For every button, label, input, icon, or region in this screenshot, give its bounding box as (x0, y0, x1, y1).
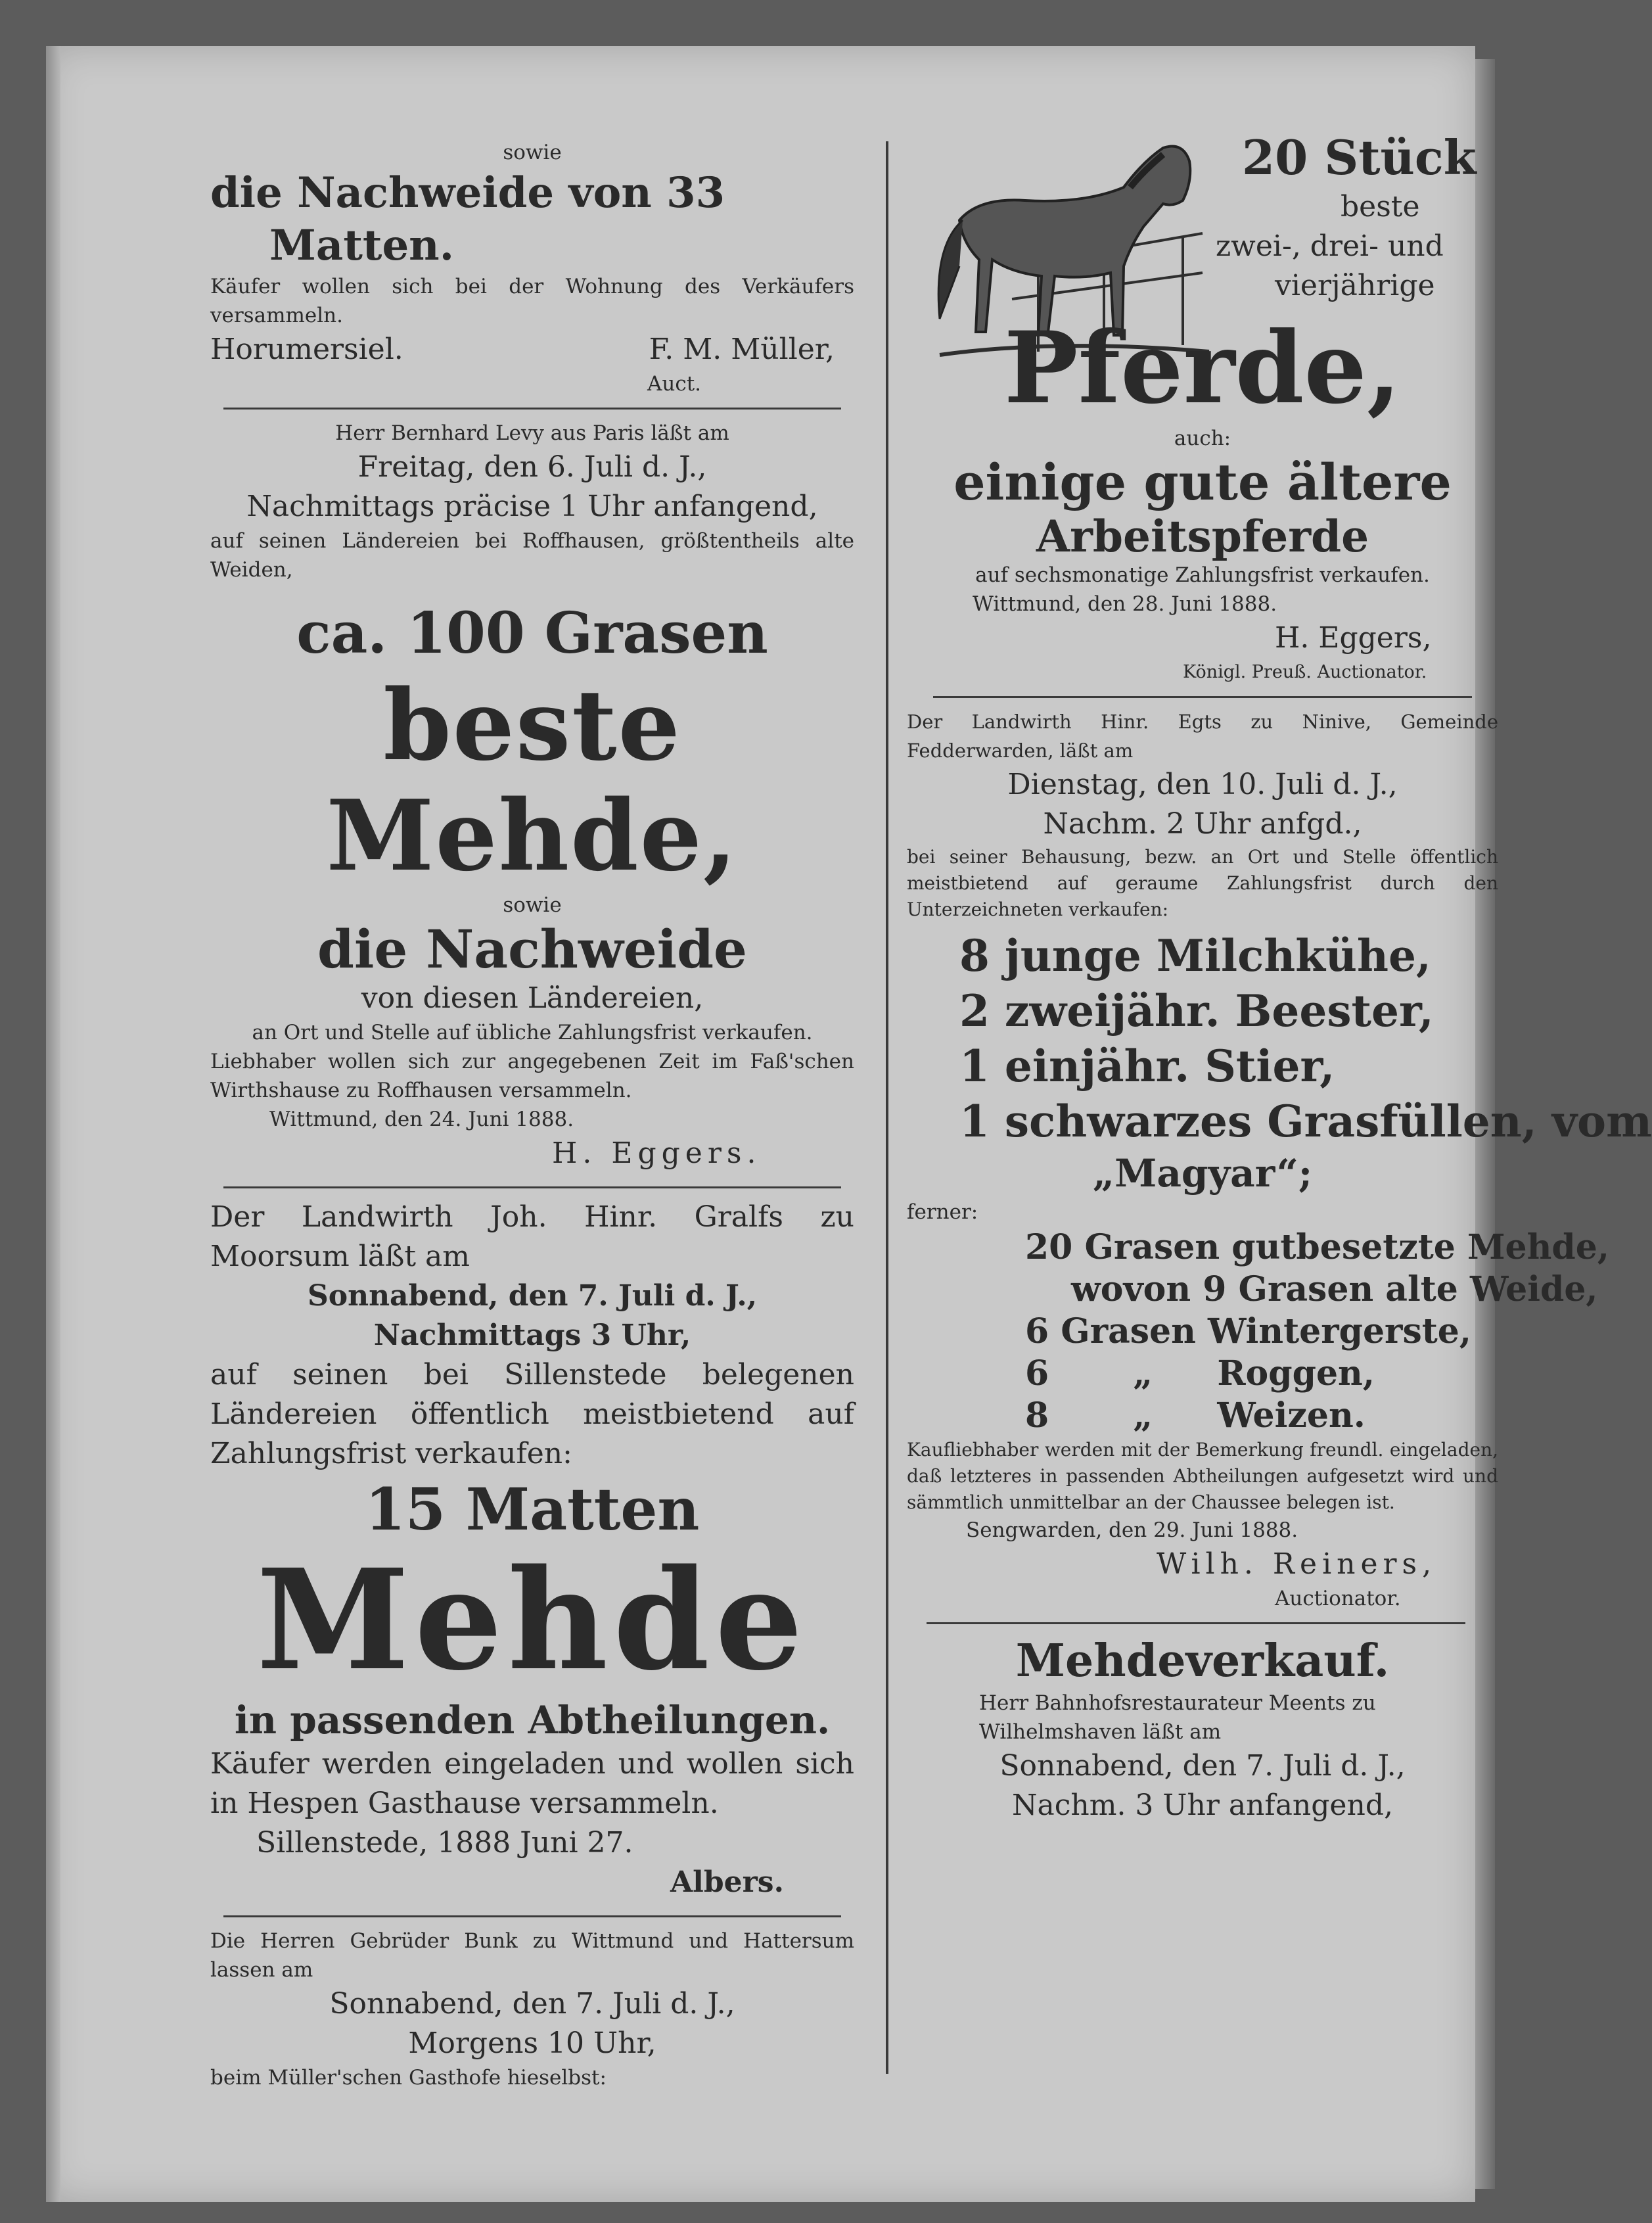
ad-signature-row (210, 330, 854, 369)
ad-headline: 15 Matten (365, 1475, 700, 1543)
ad-intro: Herr Bernhard Levy aus Paris läßt am (335, 421, 729, 445)
ad-headline: Matten. (269, 221, 454, 270)
ad-headline: die Nachweide von 33 (210, 168, 725, 218)
list-item-label: Weizen. (1217, 1395, 1365, 1436)
ad-subheadline: in passenden Abtheilungen. (234, 1698, 831, 1743)
ad-levy (210, 419, 854, 1173)
list-item-number: 8 (1025, 1395, 1049, 1436)
ad-text: von diesen Ländereien, (361, 981, 704, 1015)
list-item: wovon 9 Grasen alte Weide, (1071, 1269, 1598, 1309)
ad-time: Nachmittags 3 Uhr, (373, 1319, 691, 1352)
list-item (1025, 1395, 1498, 1437)
ad-headline-large: Mehde (256, 1539, 808, 1701)
ad-text: ferner: (907, 1200, 978, 1224)
right-column (907, 128, 1652, 1825)
ad-gralfs (210, 1198, 854, 1902)
ad-signature: F. M. Müller, (649, 333, 835, 366)
ad-text: auch: (1174, 427, 1231, 450)
ad-meents (907, 1633, 1498, 1825)
ad-dateline: Wittmund, den 28. Juni 1888. (973, 592, 1277, 616)
ad-intro: Die Herren Gebrüder Bunk zu Wittmund und Hattersum lassen am (210, 1929, 854, 1982)
ad-separator (223, 408, 841, 410)
ad-title: Königl. Preuß. Auctionator. (1183, 662, 1427, 682)
ad-separator (223, 1186, 841, 1188)
list-item: 8 junge Milchkühe, (959, 930, 1431, 981)
list-item: 20 Grasen gutbesetzte Mehde, (1025, 1227, 1609, 1267)
ad-time: Nachm. 3 Uhr anfangend, (1012, 1789, 1393, 1822)
ad-headline: ca. 100 Grasen (296, 600, 768, 667)
ad-separator (933, 696, 1472, 698)
left-column (210, 138, 854, 2092)
list-item: 2 zweijähr. Beester, (959, 985, 1434, 1037)
ad-title: Auct. (647, 372, 702, 396)
ditto-mark: „ (1133, 1353, 1153, 1393)
ad-date: Sonnabend, den 7. Juli d. J., (307, 1279, 758, 1313)
ad-time: Morgens 10 Uhr, (408, 2026, 656, 2060)
ad-dateline: Sengwarden, den 29. Juni 1888. (966, 1518, 1298, 1542)
ad-dateline: Wittmund, den 24. Juni 1888. (269, 1108, 574, 1131)
ad-title: Auctionator. (1275, 1587, 1401, 1610)
ad-headline: 20 Stück (1242, 129, 1477, 185)
ad-separator (223, 1915, 841, 1917)
ad-text: zwei-, drei- und (1216, 229, 1444, 263)
ad-text: Kaufliebhaber werden mit der Bemerkung freundl. eingeladen, daß letzteres in passenden Abtheilungen aufgesetzt wird und sämmtlich unmittelbar an der Chaussee belegen ist. (907, 1439, 1498, 1513)
ad-text: „Magyar“; (1092, 1151, 1313, 1196)
ad-intro: Der Landwirth Joh. Hinr. Gralfs zu Moorsum läßt am (210, 1200, 854, 1273)
ad-text: Liebhaber wollen sich zur angegebenen Zeit im Faß'schen Wirthshause zu Roffhausen versammeln. (210, 1050, 854, 1102)
ad-signature: Albers. (670, 1865, 784, 1899)
ad-intro: Der Landwirth Hinr. Egts zu Ninive, Gemeinde Fedderwarden, läßt am (907, 711, 1498, 762)
ad-date: Dienstag, den 10. Juli d. J., (1007, 768, 1398, 801)
list-item-number: 6 (1025, 1353, 1049, 1393)
ad-place: Horumersiel. (210, 333, 403, 366)
ad-sowie: sowie (503, 141, 562, 164)
ad-separator (927, 1622, 1465, 1624)
ad-headline: einige gute ältere (953, 453, 1452, 511)
ad-further-list (1025, 1227, 1609, 1437)
ad-headline-large: Pferde, (1003, 310, 1402, 426)
ad-mueller (210, 138, 854, 398)
ad-date: Sonnabend, den 7. Juli d. J., (999, 1749, 1406, 1783)
list-item (1025, 1353, 1498, 1395)
list-item: 1 einjähr. Stier, (959, 1041, 1335, 1092)
ditto-mark: „ (1133, 1395, 1153, 1436)
ad-sowie: sowie (503, 893, 562, 917)
list-item: 1 schwarzes Grasfüllen, vom (959, 1096, 1652, 1147)
ad-text: auf sechsmonatige Zahlungsfrist verkaufen. (975, 563, 1430, 587)
ad-text: an Ort und Stelle auf übliche Zahlungsfrist verkaufen. (252, 1021, 813, 1044)
ad-signature: H. Eggers. (552, 1136, 762, 1170)
ad-eggers-pferde (907, 128, 1498, 687)
ad-text: Käufer werden eingeladen und wollen sich in Hespen Gasthause versammeln. (210, 1747, 854, 1820)
ad-text: beste (1341, 190, 1420, 223)
ad-headline: Mehdeverkauf. (1015, 1635, 1390, 1687)
list-item-label: Roggen, (1217, 1353, 1375, 1393)
ad-item-list (959, 928, 1652, 1149)
ad-subheadline: Arbeitspferde (1036, 511, 1369, 562)
ad-intro: Herr Bahnhofsrestaurateur Meents zu Wilhelmshaven läßt am (979, 1691, 1376, 1744)
ad-headline: die Nachweide (317, 918, 747, 980)
ad-time: Nachm. 2 Uhr anfgd., (1043, 807, 1362, 841)
column-divider (886, 141, 888, 2074)
page-left-edge (46, 46, 60, 2202)
ad-text: bei seiner Behausung, bezw. an Ort und Stelle öffentlich meistbietend auf geraume Zahlungsfrist durch den Unterzeichneten verkaufen: (907, 846, 1498, 920)
ad-signature: Wilh. Reiners, (1157, 1547, 1437, 1581)
ad-bunk (210, 1927, 854, 2092)
ad-dateline: Sillenstede, 1888 Juni 27. (256, 1826, 633, 1860)
ad-text: auf seinen bei Sillenstede belegenen Ländereien öffentlich meistbietend auf Zahlungsfrist verkaufen: (210, 1358, 854, 1470)
ad-egts (907, 707, 1652, 1613)
ad-date: Sonnabend, den 7. Juli d. J., (329, 1987, 735, 2021)
ad-text: auf seinen Ländereien bei Roffhausen, größtentheils alte Weiden, (210, 529, 854, 582)
list-item: 6 Grasen Wintergerste, (1025, 1311, 1471, 1351)
ad-time: Nachmittags präcise 1 Uhr anfangend, (246, 490, 818, 523)
ad-date: Freitag, den 6. Juli d. J., (357, 450, 707, 484)
ad-headline-large: beste Mehde, (326, 668, 739, 893)
ad-text: beim Müller'schen Gasthofe hieselbst: (210, 2066, 607, 2090)
ad-signature: H. Eggers, (1275, 621, 1432, 655)
ad-text: Käufer wollen sich bei der Wohnung des Verkäufers versammeln. (210, 275, 854, 327)
ad-text: vierjährige (1275, 269, 1435, 302)
